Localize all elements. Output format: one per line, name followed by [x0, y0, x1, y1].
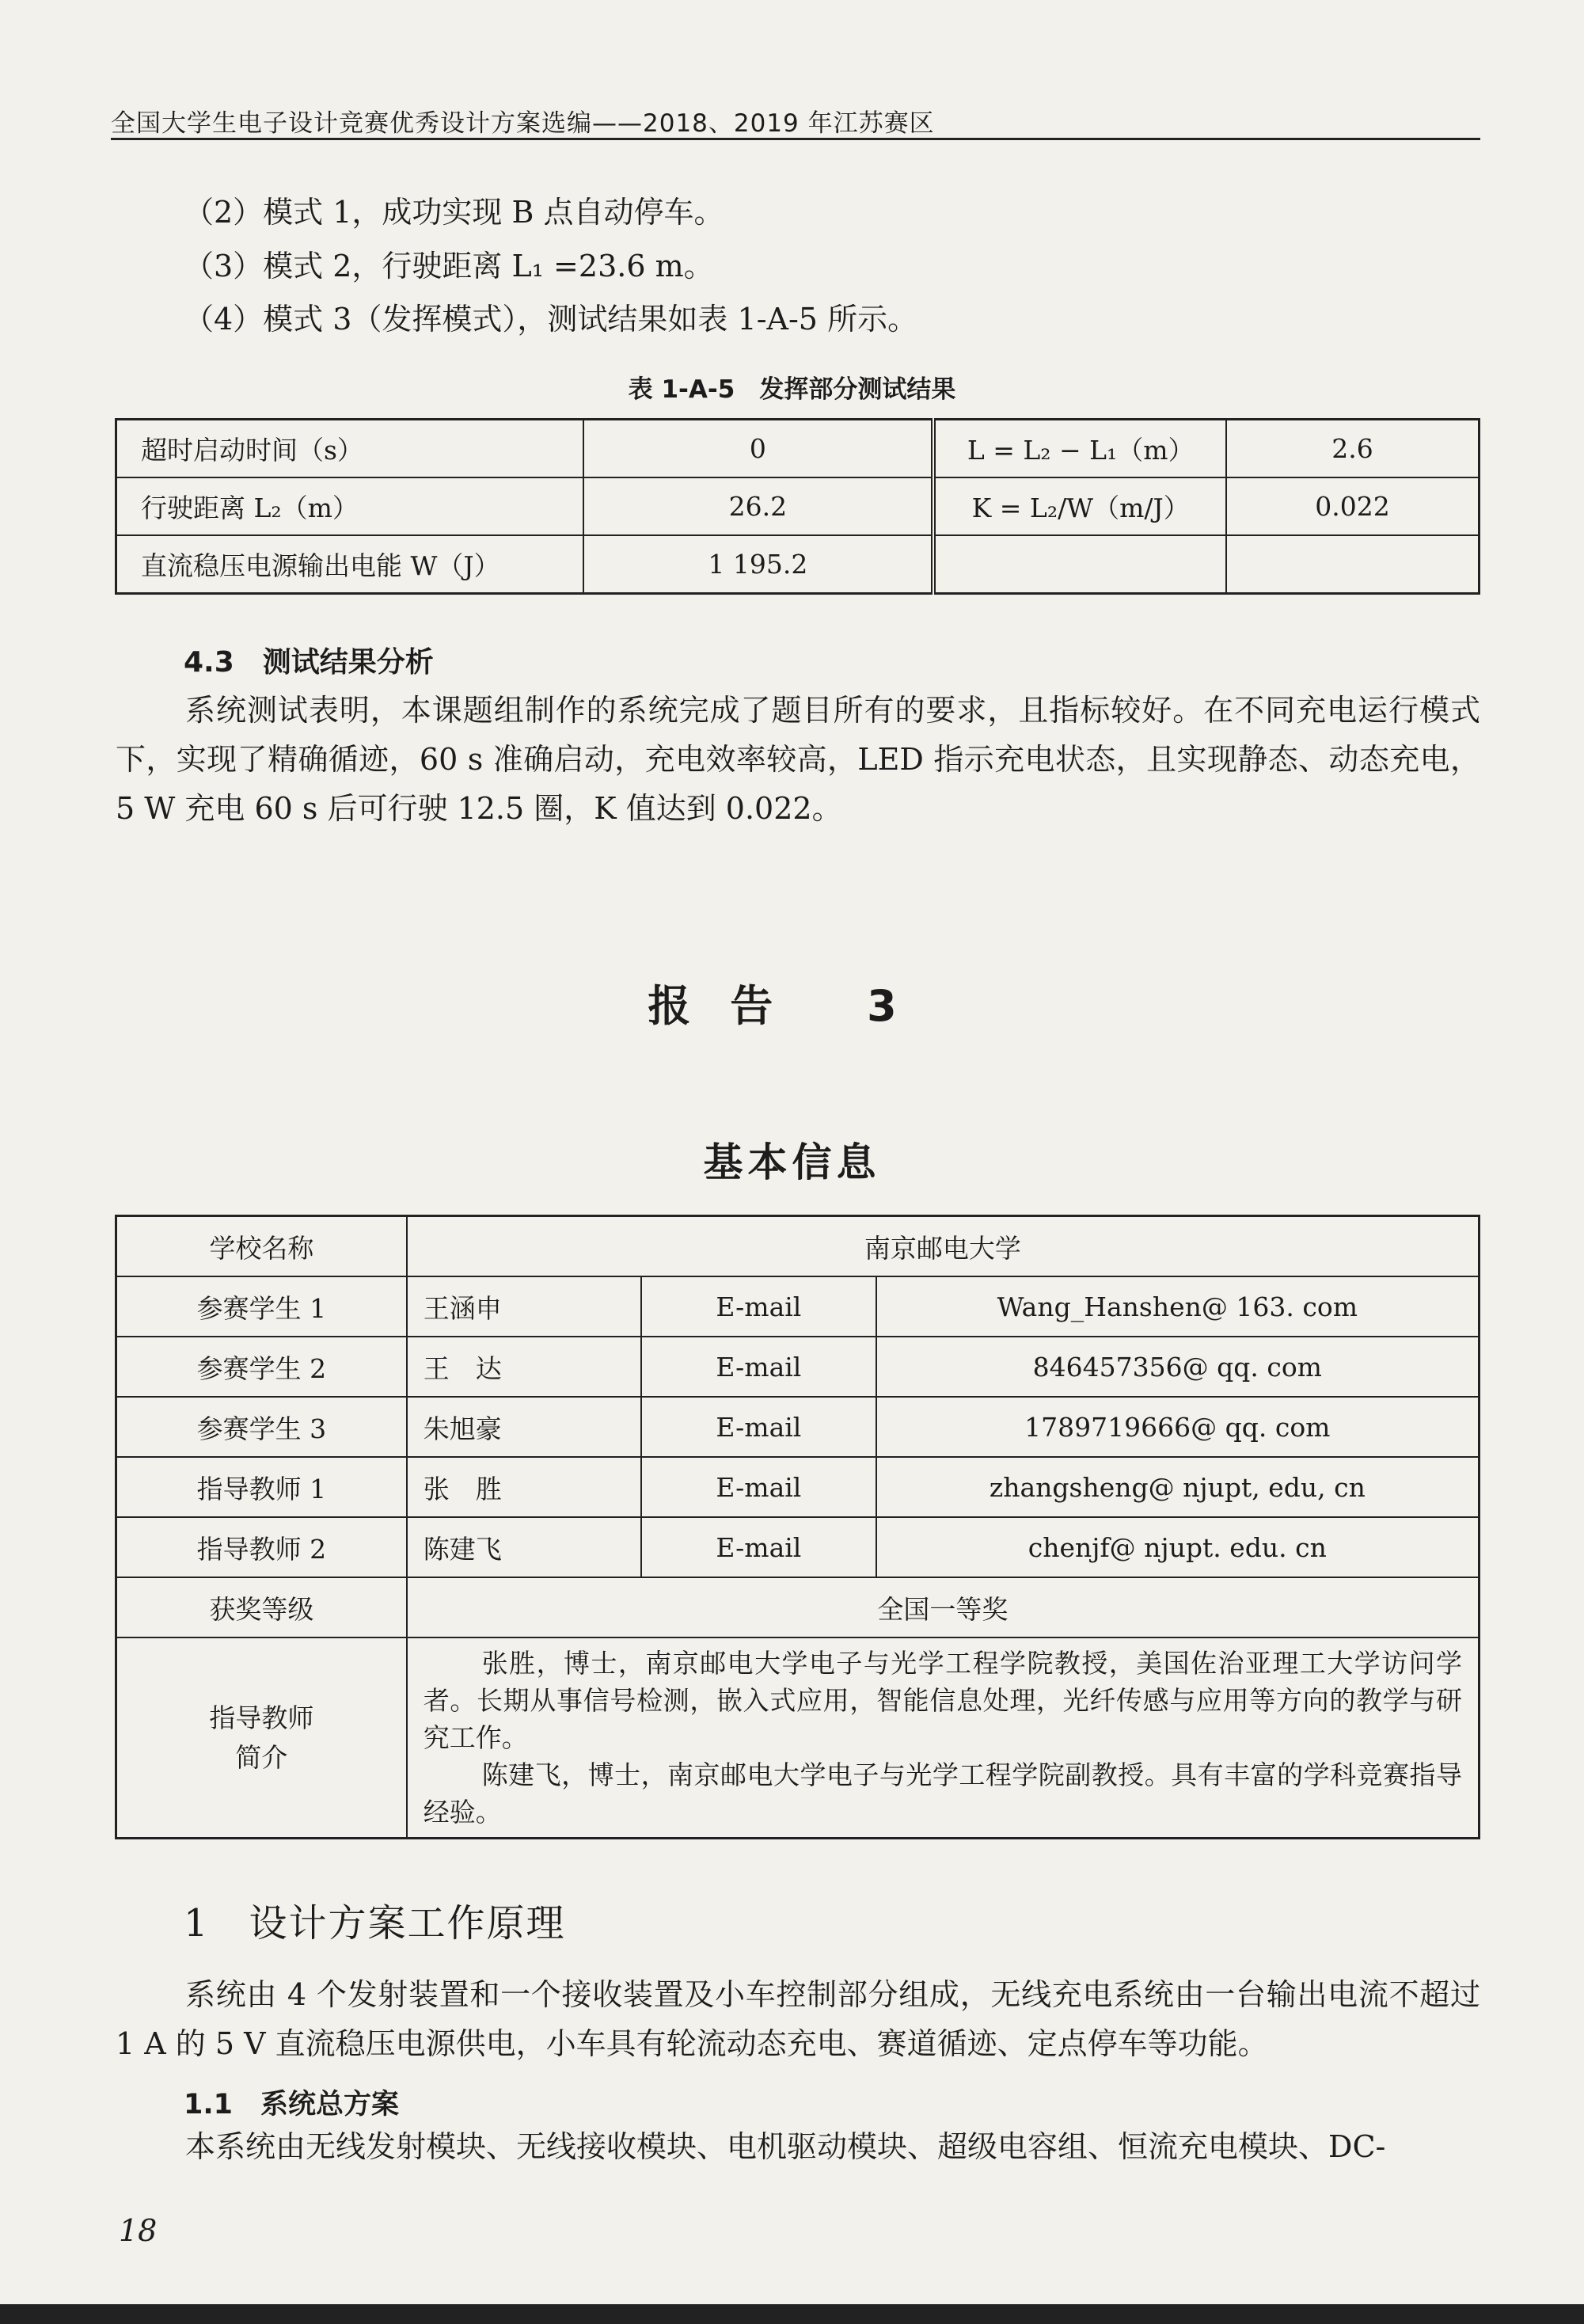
table-row — [116, 1276, 1480, 1337]
table-cell: 2.6 — [1226, 420, 1480, 478]
table-cell: 0 — [583, 420, 933, 478]
school-label: 学校名称 — [116, 1216, 407, 1277]
name-cell: 朱旭豪 — [407, 1397, 641, 1457]
contact-type-cell: E-mail — [641, 1337, 876, 1397]
header-rule — [111, 138, 1480, 140]
email-cell: Wang_Hanshen@ 163. com — [876, 1276, 1480, 1337]
email-cell: chenjf@ njupt. edu. cn — [876, 1517, 1480, 1577]
table-cell: K = L₂/W（m/J） — [933, 477, 1225, 535]
table-cell: 1 195.2 — [583, 535, 933, 594]
table-caption: 表 1-A-5 发挥部分测试结果 — [628, 375, 956, 404]
name-cell: 王 达 — [407, 1337, 641, 1397]
role-cell: 指导教师 1 — [116, 1457, 407, 1517]
email-cell: 846457356@ qq. com — [876, 1337, 1480, 1397]
intro-label-line2: 简介 — [235, 1741, 288, 1773]
table-cell: 26.2 — [583, 477, 933, 535]
contact-type-cell: E-mail — [641, 1397, 876, 1457]
role-cell: 参赛学生 3 — [116, 1397, 407, 1457]
table-row — [116, 1637, 1480, 1839]
contact-type-cell: E-mail — [641, 1276, 876, 1337]
intro-label-line1: 指导教师 — [209, 1702, 314, 1733]
email-cell: 1789719666@ qq. com — [876, 1397, 1480, 1457]
result-item-mode3: （4）模式 3（发挥模式），测试结果如表 1-A-5 所示。 — [184, 302, 918, 337]
section-1-body: 系统由 4 个发射装置和一个接收装置及小车控制部分组成，无线充电系统由一台输出电流不超过 1 A 的 5 V 直流稳压电源供电，小车具有轮流动态充电、赛道循迹、定点停车等功能。 — [116, 1977, 1480, 2061]
school-value: 南京邮电大学 — [407, 1216, 1480, 1277]
table-row — [116, 1517, 1480, 1577]
results-table — [115, 418, 1480, 595]
report-title: 报告 3 — [648, 981, 936, 1031]
table-cell — [933, 535, 1225, 594]
result-item-mode1: （2）模式 1，成功实现 B 点自动停车。 — [184, 195, 724, 230]
table-cell: 直流稳压电源输出电能 W（J） — [116, 535, 584, 594]
table-cell: 行驶距离 L₂（m） — [116, 477, 584, 535]
section-4-3-body: 系统测试表明，本课题组制作的系统完成了题目所有的要求，且指标较好。在不同充电运行模式下，实现了精确循迹，60 s 准确启动，充电效率较高，LED 指示充电状态，且实现静态、动态充电，5 W 充电 60 s 后可行驶 12.5 圈，K 值达到 0.022。 — [116, 693, 1480, 826]
table-cell: 0.022 — [1226, 477, 1480, 535]
award-label: 获奖等级 — [116, 1577, 407, 1637]
table-row — [116, 1337, 1480, 1397]
intro-label — [116, 1637, 407, 1839]
scan-edge-band — [0, 2304, 1584, 2324]
award-value: 全国一等奖 — [407, 1577, 1480, 1637]
name-cell: 张 胜 — [407, 1457, 641, 1517]
advisor-intro-paragraph: 张胜，博士，南京邮电大学电子与光学工程学院教授，美国佐治亚理工大学访问学者。长期从事信号检测，嵌入式应用，智能信息处理，光纤传感与应用等方向的教学与研究工作。 — [423, 1648, 1462, 1753]
email-cell: zhangsheng@ njupt, edu, cn — [876, 1457, 1480, 1517]
result-item-mode2: （3）模式 2，行驶距离 L₁ =23.6 m。 — [184, 249, 714, 283]
table-row — [116, 477, 1480, 535]
section-heading-1-1: 1.1 系统总方案 — [184, 2089, 400, 2121]
table-row — [116, 535, 1480, 594]
table-row — [116, 1216, 1480, 1277]
contact-type-cell: E-mail — [641, 1457, 876, 1517]
contact-type-cell: E-mail — [641, 1517, 876, 1577]
table-row — [116, 1577, 1480, 1637]
table-row — [116, 1457, 1480, 1517]
role-cell: 参赛学生 1 — [116, 1276, 407, 1337]
section-heading-1: 1 设计方案工作原理 — [184, 1901, 566, 1946]
table-cell — [1226, 535, 1480, 594]
section-heading-4-3: 4.3 测试结果分析 — [184, 646, 434, 679]
advisor-intro — [407, 1637, 1480, 1839]
page-number: 18 — [119, 2213, 158, 2248]
info-title: 基本信息 — [703, 1139, 881, 1185]
name-cell: 王涵申 — [407, 1276, 641, 1337]
role-cell: 参赛学生 2 — [116, 1337, 407, 1397]
section-1-1-body: 本系统由无线发射模块、无线接收模块、电机驱动模块、超级电容组、恒流充电模块、DC- — [185, 2129, 1386, 2164]
running-head: 全国大学生电子设计竞赛优秀设计方案选编——2018、2019 年江苏赛区 — [111, 109, 935, 138]
table-cell: L = L₂ − L₁（m） — [933, 420, 1225, 478]
info-table — [115, 1215, 1480, 1839]
table-cell: 超时启动时间（s） — [116, 420, 584, 478]
name-cell: 陈建飞 — [407, 1517, 641, 1577]
table-row — [116, 1397, 1480, 1457]
role-cell: 指导教师 2 — [116, 1517, 407, 1577]
advisor-intro-paragraph: 陈建飞，博士，南京邮电大学电子与光学工程学院副教授。具有丰富的学科竞赛指导经验。 — [423, 1759, 1462, 1828]
table-row — [116, 420, 1480, 478]
